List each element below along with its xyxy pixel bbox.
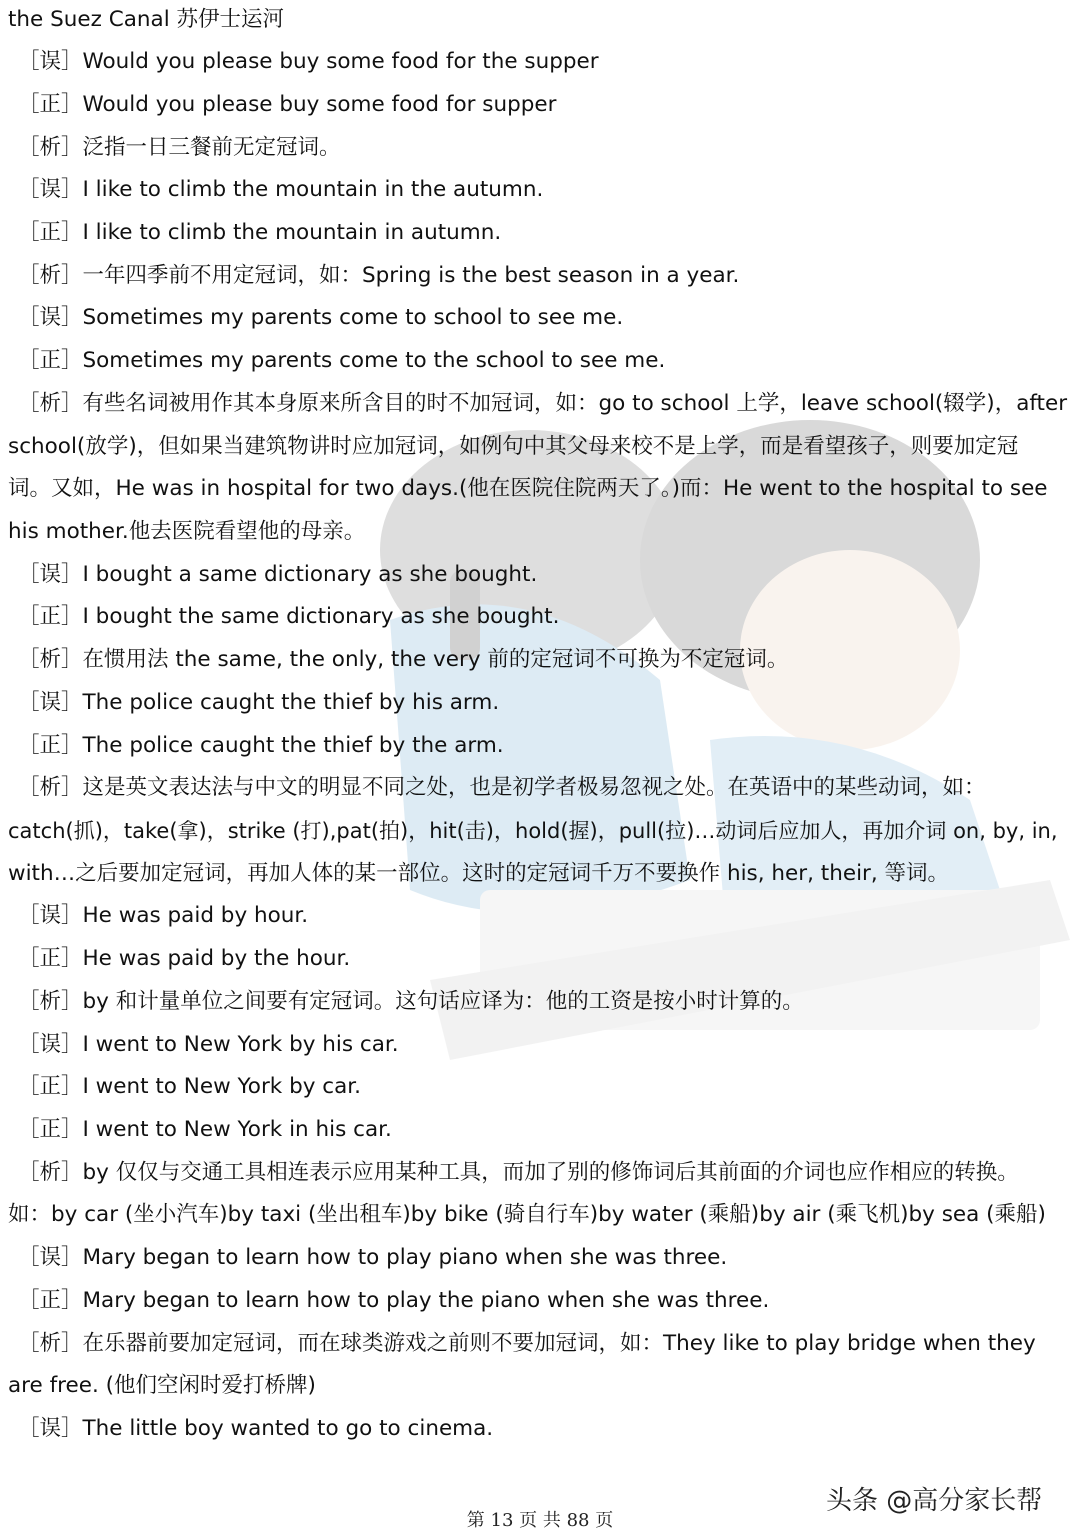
text-line: ［误］I bought a same dictionary as she bought.: [18, 562, 538, 587]
text-line: the Suez Canal 苏伊士运河: [8, 7, 285, 32]
text-line: ［误］The police caught the thief by his arm.: [18, 690, 500, 715]
text-line: ［正］I bought the same dictionary as she bought.: [18, 604, 560, 629]
text-line: ［误］Mary began to learn how to play piano when she was three.: [18, 1245, 728, 1270]
text-line: ［误］Would you please buy some food for the supper: [18, 49, 599, 74]
text-line: ［析］在惯用法 the same, the only, the very 前的定冠词不可换为不定冠词。: [18, 647, 789, 672]
text-line: ［误］I went to New York by his car.: [18, 1032, 399, 1057]
page-number: 第 13 页 共 88 页: [466, 1510, 614, 1531]
text-line: school(放学)，但如果当建筑物讲时应加冠词，如例句中其父母来校不是上学，而是看望孩子，则要加定冠: [8, 434, 1019, 459]
text-line: ［正］I went to New York by car.: [18, 1074, 361, 1099]
text-line: ［误］He was paid by hour.: [18, 903, 309, 928]
text-line: ［误］Sometimes my parents come to school to see me.: [18, 305, 624, 330]
text-line: 词。又如，He was in hospital for two days.(他在医院住院两天了。)而：He went to the hospital to see: [8, 476, 1048, 501]
text-line: ［正］Sometimes my parents come to the school to see me.: [18, 348, 666, 373]
text-line: ［析］有些名词被用作其本身原来所含目的时不加冠词，如：go to school 上学，leave school(辍学)，after: [18, 391, 1068, 416]
text-line: ［析］泛指一日三餐前无定冠词。: [18, 135, 341, 160]
brand-watermark: 头条 @高分家长帮: [826, 1486, 1043, 1516]
text-line: with…之后要加定冠词，再加人体的某一部位。这时的定冠词千万不要换作 his, her, their, 等词。: [8, 861, 950, 886]
text-line: ［正］I went to New York in his car.: [18, 1117, 392, 1142]
text-line: catch(抓)，take(拿)，strike (打),pat(拍)，hit(击)，hold(握)，pull(拉)…动词后应加人，再加介词 on, by, in,: [8, 819, 1058, 843]
text-line: ［析］在乐器前要加定冠词，而在球类游戏之前则不要加冠词，如：They like to play bridge when they: [18, 1331, 1036, 1356]
text-line: 如：by car (坐小汽车)by taxi (坐出租车)by bike (骑自行车)by water (乘船)by air (乘飞机)by sea (乘船): [8, 1202, 1046, 1227]
text-line: ［正］I like to climb the mountain in autumn.: [18, 220, 502, 245]
text-line: ［正］The police caught the thief by the arm.: [18, 733, 504, 758]
text-line: ［正］Mary began to learn how to play the piano when she was three.: [18, 1288, 770, 1313]
text-line: ［误］The little boy wanted to go to cinema.: [18, 1416, 494, 1441]
text-line: ［析］by 和计量单位之间要有定冠词。这句话应译为：他的工资是按小时计算的。: [18, 989, 804, 1014]
text-line: ［析］by 仅仅与交通工具相连表示应用某种工具，而加了别的修饰词后其前面的介词也应作相应的转换。: [18, 1160, 1019, 1185]
text-line: ［误］I like to climb the mountain in the autumn.: [18, 177, 544, 202]
text-line: his mother.他去医院看望他的母亲。: [8, 519, 366, 544]
text-line: ［析］一年四季前不用定冠词，如：Spring is the best season in a year.: [18, 263, 740, 288]
text-line: ［正］He was paid by the hour.: [18, 946, 351, 971]
text-line: are free. (他们空闲时爱打桥牌): [8, 1373, 316, 1398]
text-line: ［正］Would you please buy some food for supper: [18, 92, 557, 117]
text-line: ［析］这是英文表达法与中文的明显不同之处，也是初学者极易忽视之处。在英语中的某些动词，如：: [18, 775, 986, 800]
